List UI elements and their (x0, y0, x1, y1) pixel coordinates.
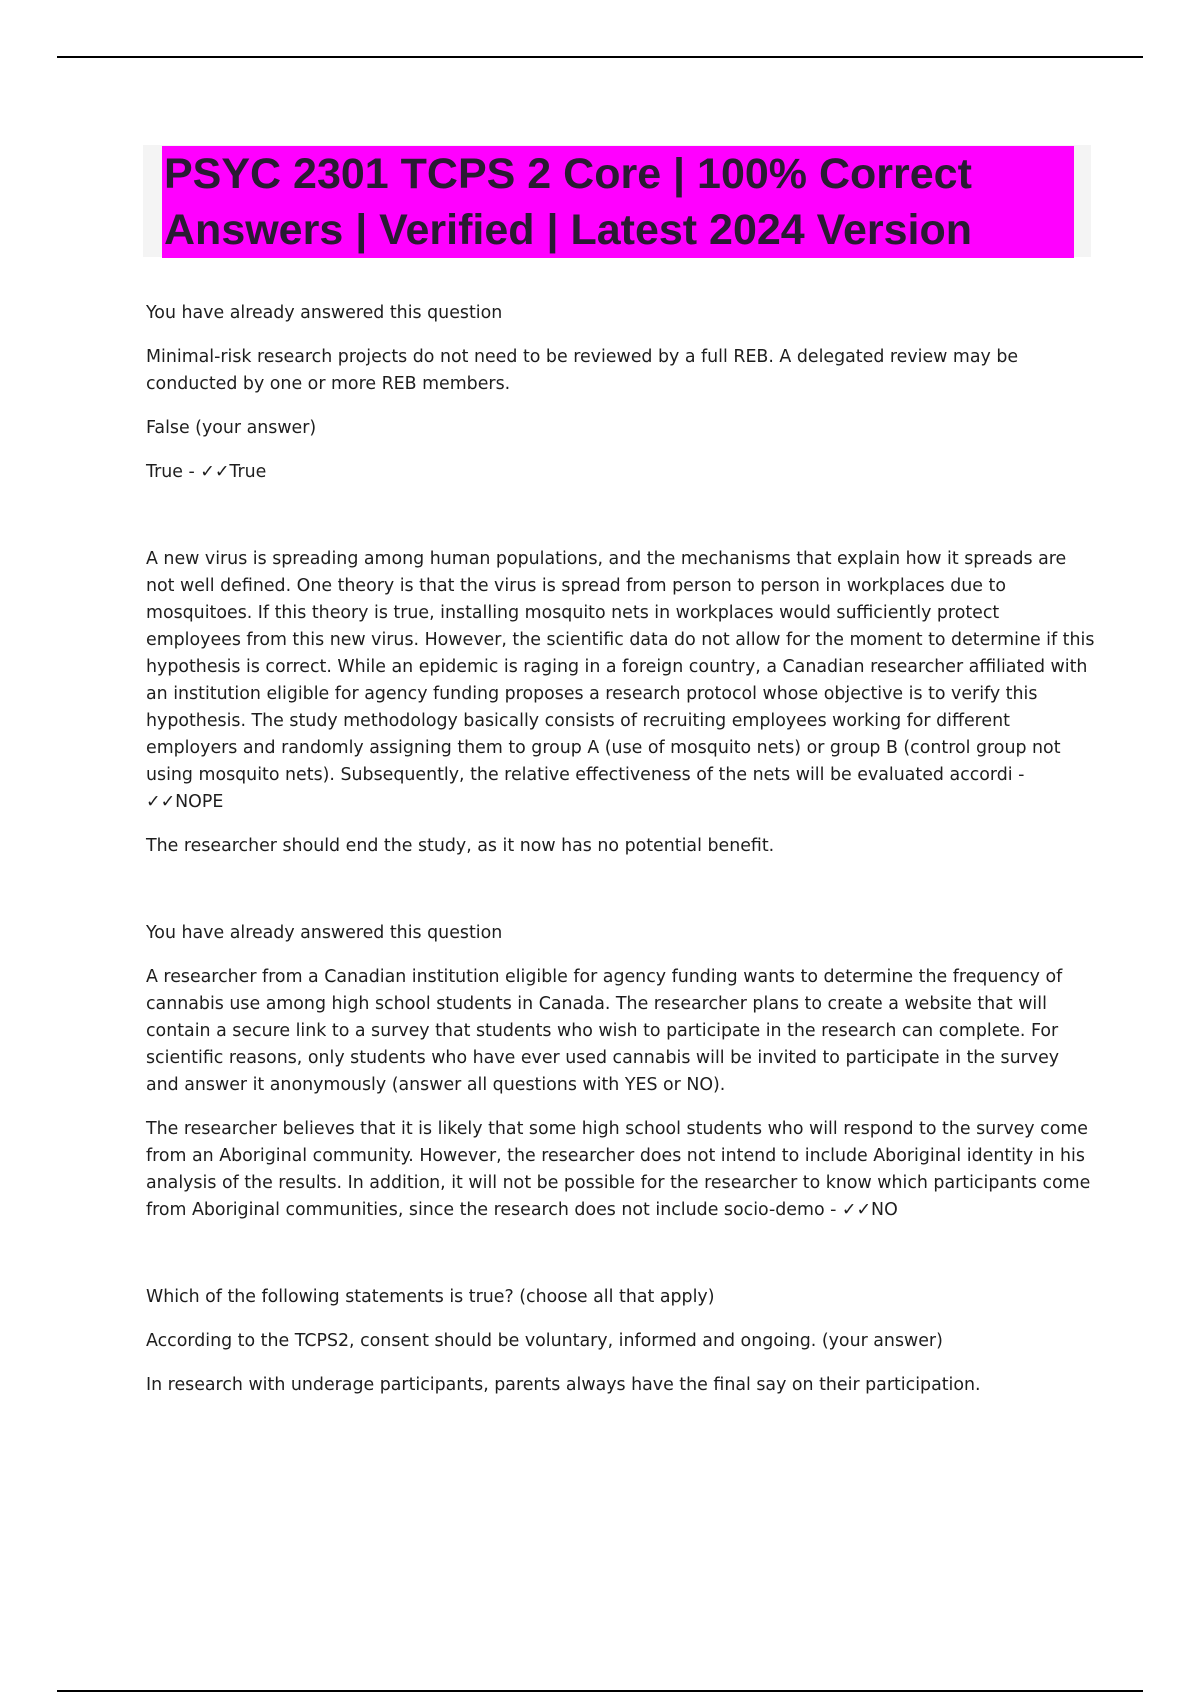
q3-question-part-2: The researcher believes that it is likely that some high school students who will respond to the survey come from an Aboriginal community. However, the researcher does not intend to include Aboriginal identity in his analysis of the results. In addition, it will not be possible for the researcher to know which participants come from Aboriginal communities, since the research does not include socio-demo - ✓✓NO (146, 1119, 1091, 1220)
q1-your-answer: False (your answer) (146, 418, 317, 438)
title-line-1: PSYC 2301 TCPS 2 Core | 100% Correct (162, 146, 1074, 202)
q4-question: Which of the following statements is true? (choose all that apply) (146, 1287, 715, 1307)
document-body (146, 300, 1096, 1416)
q1-question: Minimal-risk research projects do not need to be reviewed by a full REB. A delegated review may be conducted by one or more REB members. (146, 347, 1019, 394)
q1-status: You have already answered this question (146, 303, 503, 323)
q4-option-1: According to the TCPS2, consent should be voluntary, informed and ongoing. (your answer) (146, 1331, 943, 1351)
q1-correct-answer: True - ✓✓True (146, 462, 267, 482)
title-line-2: Answers | Verified | Latest 2024 Version (162, 202, 1074, 258)
bottom-rule (57, 1690, 1143, 1692)
q3-status: You have already answered this question (146, 923, 503, 943)
top-rule (57, 56, 1143, 58)
q4-option-2: In research with underage participants, parents always have the final say on their participation. (146, 1375, 981, 1395)
q2-answer: The researcher should end the study, as it now has no potential benefit. (146, 836, 775, 856)
q2-question: A new virus is spreading among human populations, and the mechanisms that explain how it spreads are not well defined. One theory is that the virus is spread from person to person in workplaces due to mosquitoes. If this theory is true, installing mosquito nets in workplaces would sufficiently protect employees from this new virus. However, the scientific data do not allow for the moment to determine if this hypothesis is correct. While an epidemic is raging in a foreign country, a Canadian researcher affiliated with an institution eligible for agency funding proposes a research protocol whose objective is to verify this hypothesis. The study methodology basically consists of recruiting employees working for different employers and randomly assigning them to group A (use of mosquito nets) or group B (control group not using mosquito nets). Subsequently, the relative effectiveness of the nets will be evaluated accordi - ✓✓NOPE (146, 549, 1095, 812)
q3-question-part-1: A researcher from a Canadian institution eligible for agency funding wants to determine the frequency of cannabis use among high school students in Canada. The researcher plans to create a website that will contain a secure link to a survey that students who wish to participate in the research can complete. For scientific reasons, only students who have ever used cannabis will be invited to participate in the survey and answer it anonymously (answer all questions with YES or NO). (146, 967, 1063, 1095)
